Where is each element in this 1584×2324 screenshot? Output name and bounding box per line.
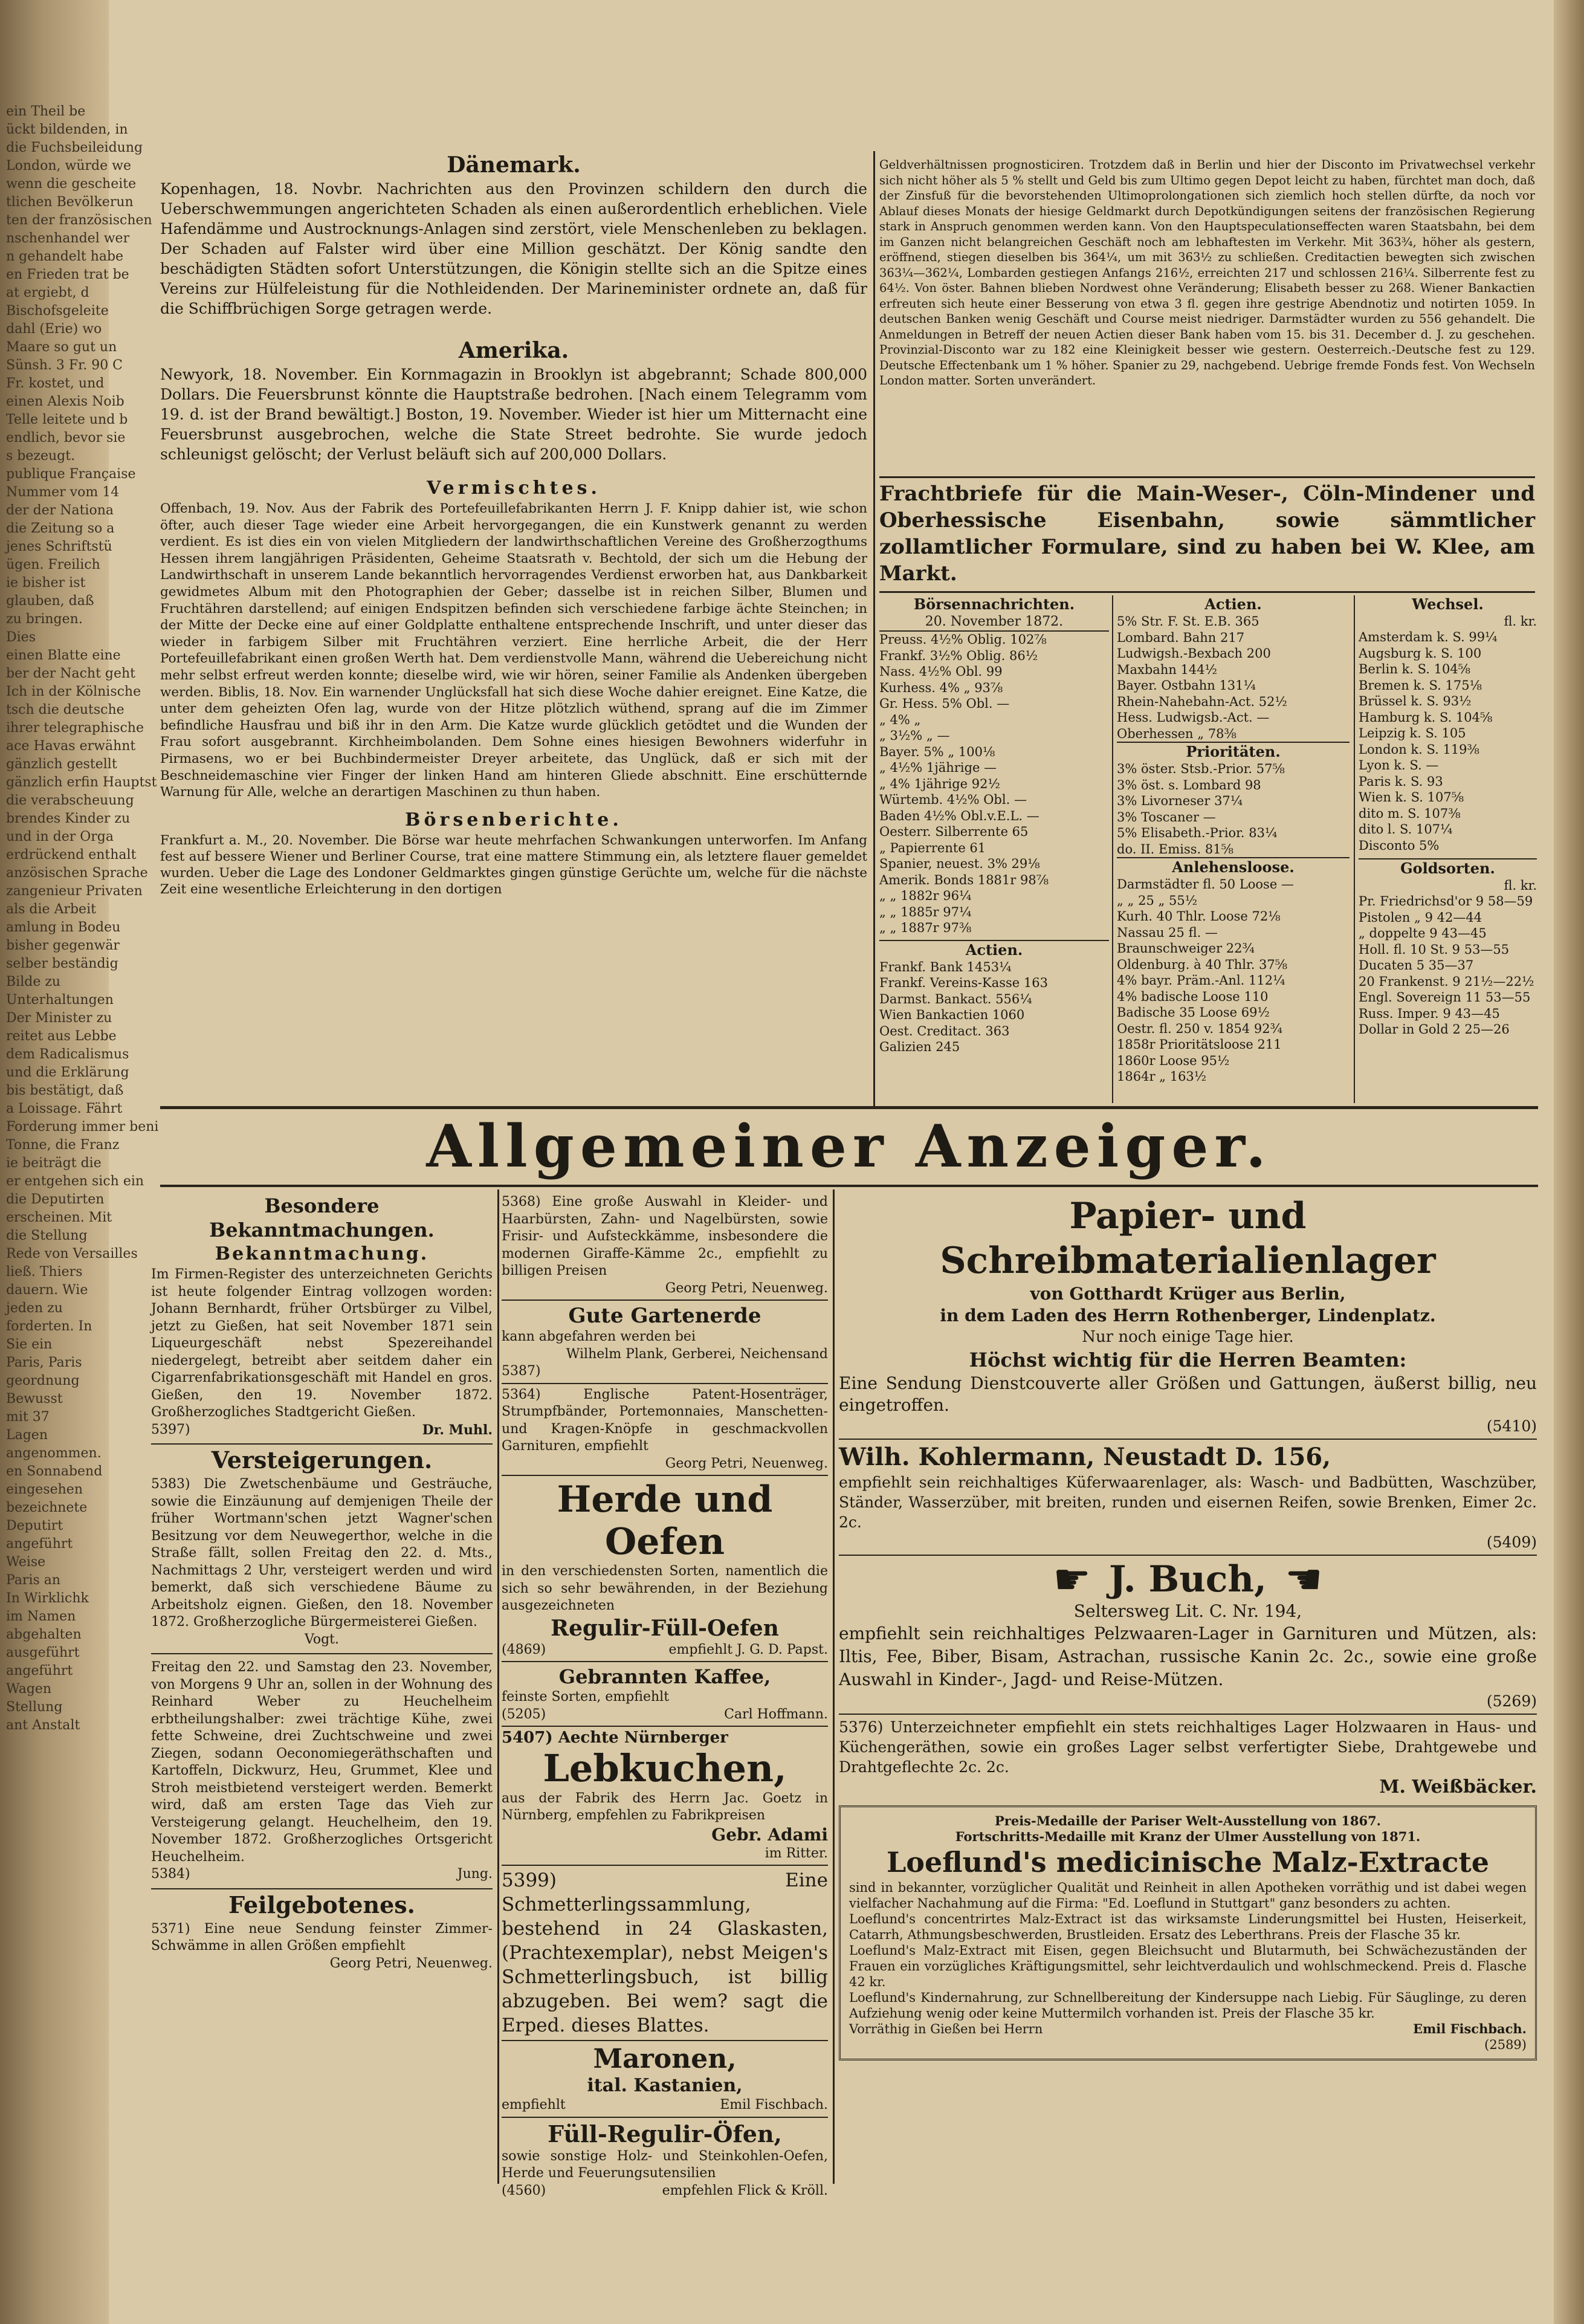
left-margin-fragment: amlung in Bodeu [6, 920, 121, 935]
right-page-edge [1554, 0, 1584, 2324]
geld-text: Geldverhältnissen prognosticiren. Trotzdem daß in Berlin und hier der Disconto im Privatwechsel verkehr sich nicht höher als 5 % stellt und Geld bis zum Ultimo gegen Depot leicht zu haben, fürchtet man doch, daß der Zinsfuß für die bevorstehenden Ultimoprolongationen sich ziemlich hoch stellen dürfte, da noch vor Ablauf dieses Monats der hiesige Geldmarkt durch Depotkündigungen seitens der französischen Regierung stark in Anspruch genommen werden kann. Von den Hauptspeculationseffecten waren Staatsbahn, bei dem im Ganzen nicht belangreichen Geschäft noch am lebhaftesten im Verkehr. Mit 363¾, höher als gestern, eröffnend, stiegen dieselben bis 364¼, um mit 363½ zu schließen. Creditactien bewegten sich zwischen 363¼—362¼, Lombarden gestiegen Anfangs 216½, erreichten 217 und schlossen 216¼. Silberrente fest zu 64½. Von öster. Bahnen blieben Nordwest ohne Veränderung; Elisabeth besser zu 268. Wiener Bankactien erfreuten sich heute einer Besserung von etwa 3 fl. gegen ihre gestrige Abendnotiz und notirten 1059. In deutschen Banken wenig Geschäft und Course meist niedriger. Darmstädter wurden zu 556 gehandelt. Die Anmeldungen in Betreff der neuen Actien dieser Bank haben vom 15. bis 31. December d. J. zu geschehen. Provinzial-Disconto war zu 182 eine Kleinigkeit besser wie gestern. Oesterreich.-Deutsche fest zu 129. Deutsche Effectenbank um 1 % höher. Spanier zu 29, nachgebend. Uebrige fremde Fonds fest. Von Wechseln London matter. Sorten unverändert. [879, 158, 1535, 387]
left-margin-fragment: tlichen Bevölkerun [6, 195, 134, 210]
left-margin-fragment: ückt bildenden, in [6, 122, 128, 137]
left-margin-fragment: London, würde we [6, 158, 131, 173]
left-margin-fragment: im Namen [6, 1609, 76, 1624]
ad-gartenerde-signature: Wilhelm Plank, Gerberei, Neichensand [566, 1346, 828, 1362]
left-margin-fragment: Rede von Versailles [6, 1246, 138, 1261]
left-margin-fragment: jeden zu [6, 1301, 63, 1316]
banner-rule-top [160, 1106, 1538, 1109]
left-margin-fragment: zangenieur Privaten [6, 884, 143, 899]
ad-papier-sub: von Gotthardt Krüger aus Berlin, [1030, 1284, 1346, 1304]
wechsel-row: Berlin k. S. 104⅝ [1359, 662, 1471, 676]
ad-fuellofen-text: sowie sonstige Holz- und Steinkohlen-Oefen, Herde und Feuerungsutensilien [502, 2148, 828, 2181]
ad-lebkuchen-title: Lebkuchen, [543, 1746, 787, 1790]
left-margin-fragment: einen Alexis Noib [6, 394, 124, 409]
left-margin-fragment: Sünsh. 3 Fr. 90 C [6, 358, 123, 373]
left-margin-fragment: Telle leitete und b [6, 412, 128, 427]
boersen-gold-list [1359, 893, 1537, 1038]
denmark-heading: Dänemark. [447, 152, 581, 178]
ad-buch-number: (5269) [1486, 1692, 1537, 1710]
ad-loeflund-body5: Vorräthig in Gießen bei Herrn [849, 2022, 1043, 2036]
ad-loeflund-signature: Emil Fischbach. [1413, 2021, 1527, 2036]
boersen-col2-title: Actien. [1204, 595, 1262, 613]
goldsorten-row: Holl. fl. 10 St. 9 53—55 [1359, 942, 1510, 957]
anlehensloose-row: 4% bayr. Präm.-Anl. 112¼ [1117, 973, 1285, 988]
frachtbriefe-notice: Frachtbriefe für die Main-Weser-, Cöln-Mindener und Oberhessische Eisenbahn, sowie sämmtlicher zollamtlicher Formulare, sind zu haben bei W. Klee, am Markt. [879, 482, 1535, 586]
ad-papier-body: Eine Sendung Dienstcouverte aller Größen und Gattungen, äußerst billig, neu eingetroffen. [839, 1373, 1537, 1415]
ad-buch-address: Seltersweg Lit. C. Nr. 194, [1073, 1601, 1302, 1621]
left-margin-fragment: Wagen [6, 1682, 52, 1697]
boersenberichte-heading: Börsenberichte. [405, 809, 622, 830]
fonds-row: Gr. Hess. 5% Obl. — [879, 696, 1010, 711]
bekanntmachung-text: Im Firmen-Register des unterzeichneten Gerichts ist heute folgender Eintrag vollzogen worden: Johann Bernhardt, früher Ortsbürger zu Vilbel, jetzt zu Gießen, hat seit November 1871 sein Liqueurgeschäft nebst Spezereihandel niedergelegt, betreibt aber seitdem daher ein Cigarrenfabrikationsgeschäft mit Handel en gros. Gießen, den 19. November 1872. Großherzogliches Stadtgericht Gießen. [151, 1267, 493, 1420]
left-margin-fragment: gänzlich erfin Hauptst [6, 775, 157, 790]
ad-papier-title: Papier- und Schreibmaterialienlager [940, 1195, 1436, 1282]
ad-hosentraeger-text: 5364) Englische Patent-Hosenträger, Strumpfbänder, Portemonnaies, Manschetten- und Kragen-Knöpfe in geschmackvollen Garnituren, empfiehlt [502, 1387, 828, 1454]
boersen-actien-list [879, 959, 1109, 1055]
fonds-row: „ „ 1882r 96¼ [879, 888, 972, 903]
ad-loeflund-body4: Loeflund's Kindernahrung, zur Schnellbereitung der Kindersuppe nach Liebig. Für Säuglinge, zu deren Aufziehung wenig oder keine Muttermilch vorhanden ist. Preis der Flasche 35 kr. [849, 1990, 1527, 2021]
left-margin-fragment: die Deputirten [6, 1192, 105, 1207]
left-margin-fragment: Der Minister zu [6, 1011, 112, 1026]
left-margin-fragment: zu bringen. [6, 612, 83, 627]
wechsel-row: Amsterdam k. S. 99¼ [1359, 630, 1498, 644]
left-margin-fragment: Sie ein [6, 1337, 53, 1352]
left-margin-fragment: ie bisher ist [6, 575, 86, 591]
wechsel-row: dito m. S. 107⅜ [1359, 806, 1461, 821]
pointing-hand-left-icon: ☛ [1053, 1555, 1091, 1604]
left-margin-fragment: ant Anstalt [6, 1718, 80, 1733]
left-margin-fragment: und in der Orga [6, 829, 114, 844]
left-margin-fragment: tsch die deutsche [6, 702, 124, 717]
fonds-row: „ 4% 1jährige 92½ [879, 776, 1000, 791]
anlehensloose-row: „ „ 25 „ 55½ [1117, 893, 1198, 908]
banner-rule-bottom [160, 1185, 1538, 1187]
prioritaeten-row: do. II. Emiss. 81⅝ [1117, 841, 1233, 856]
ad-loeflund-box [839, 1805, 1537, 2060]
ad-fuellofen-signature: empfehlen Flick & Kröll. [662, 2183, 828, 2198]
left-margin-fragment: Forderung immer beni [6, 1119, 159, 1134]
ad-kaffee-title: Gebrannten Kaffee, [558, 1665, 771, 1688]
ad-loeflund-head2: Fortschritts-Medaille mit Kranz der Ulmer Ausstellung von 1871. [955, 1829, 1421, 1844]
wechsel-row: London k. S. 119⅜ [1359, 742, 1479, 757]
left-margin-fragment: er entgehen sich ein [6, 1174, 144, 1189]
boersenberichte-text: Frankfurt a. M., 20. November. Die Börse war heute mehrfachen Schwankungen unterworfen. Im Anfang fest auf bessere Wiener und Berliner Course, trat eine mattere Stimmung ein, als letztere flauer gemeldet wurden. Ueber die Lage des Londoner Geldmarktes gingen günstige Gerüchte um, welche für die nächste Zeit eine wesentliche Erleichterung in den dortigen [160, 832, 867, 897]
ad-herde-number: (4869) [502, 1642, 546, 1657]
left-margin-fragment: ie beiträgt die [6, 1156, 102, 1171]
left-margin-fragment: Maare so gut un [6, 340, 117, 355]
ad-buersten-signature: Georg Petri, Neuenweg. [665, 1280, 828, 1296]
goldsorten-row: Russ. Imper. 9 43—45 [1359, 1006, 1500, 1021]
news-column-left [160, 151, 867, 898]
ad-fuellofen-number: (4560) [502, 2183, 546, 2198]
left-margin-fragment: erscheinen. Mit [6, 1210, 112, 1225]
left-margin-fragment: angeführt [6, 1536, 73, 1552]
ad-lebkuchen-signature: Gebr. Adami [711, 1824, 828, 1845]
left-margin-fragment: ber der Nacht geht [6, 666, 136, 681]
fonds-row: „ 3½% „ — [879, 728, 950, 743]
anlehensloose-row: 1858r Prioritätsloose 211 [1117, 1037, 1282, 1052]
versteigerung-2-signature: Jung. [457, 1866, 493, 1882]
left-margin-fragment: Ich in der Kölnische [6, 684, 141, 699]
actien-row: Maxbahn 144½ [1117, 662, 1217, 677]
actien-row: Galizien 245 [879, 1040, 960, 1054]
fonds-row: Spanier, neuest. 3% 29⅛ [879, 856, 1040, 871]
left-margin-fragment: die Fuchsbeileidung [6, 140, 143, 155]
actien-row: Darmst. Bankact. 556¼ [879, 991, 1032, 1006]
ad-schmetterling-text: 5399) Eine Schmetterlingssammlung, bestehend in 24 Glaskasten, (Prachtexemplar), nebst Meigen's Schmetterlingsbuch, ist billig abzugeben. Bei wem? sagt die Erped. dieses Blattes. [502, 1869, 828, 2036]
anlehensloose-row: Oestr. fl. 250 v. 1854 92¾ [1117, 1021, 1282, 1036]
feilgebotenes-signature: Georg Petri, Neuenweg. [329, 1955, 493, 1971]
ads-column-1 [151, 1194, 493, 1972]
anzeiger-title: Allgemeiner Anzeiger. [426, 1112, 1272, 1180]
ad-gartenerde-title: Gute Gartenerde [568, 1304, 761, 1328]
ad-buersten-text: 5368) Eine große Auswahl in Kleider- und Haarbürsten, Zahn- und Nagelbürsten, sowie Frisir- und Aufsteckkämme, insbesondere die modernen Giraffe-Kämme 2c., empfiehlt zu billigen Preisen [502, 1194, 828, 1278]
anlehensloose-row: Kurh. 40 Thlr. Loose 72⅛ [1117, 909, 1281, 924]
amerika-text: Newyork, 18. November. Ein Kornmagazin in Brooklyn ist abgebrannt; Schade 800,000 Dollars. Die Feuersbrunst könnte die Hauptstraße bedrohen. [Nach einem Telegramm vom 19. d. ist der Brand bewältigt.] Boston, 19. November. Wieder ist hier um Mitternacht eine Feuersbrunst ausgebrochen, welche die State Street bedrohte. Sie wurde jedoch schleunigst gelöscht; der Verlust beläuft sich auf 200,000 Dollars. [160, 366, 867, 463]
fonds-row: „ „ 1887r 97⅜ [879, 921, 972, 935]
prioritaeten-row: 3% öst. s. Lombard 98 [1117, 777, 1261, 792]
ad-buch-title: J. Buch, [1109, 1558, 1267, 1601]
anlehensloose-row: Braunschweiger 22¾ [1117, 941, 1255, 956]
goldsorten-row: Pistolen „ 9 42—44 [1359, 910, 1482, 925]
left-margin-fragment: Stellung [6, 1700, 63, 1715]
ad-herde-subtitle: Regulir-Füll-Oefen [551, 1615, 779, 1641]
anlehensloose-row: Oldenburg. à 40 Thlr. 37⅝ [1117, 957, 1288, 972]
prioritaeten-row: 3% öster. Stsb.-Prior. 57⅝ [1117, 762, 1285, 776]
section-rule [879, 476, 1535, 478]
versteigerung-2-number: 5384) [151, 1866, 190, 1882]
left-margin-fragment: nschenhandel wer [6, 231, 130, 246]
wechsel-row: Bremen k. S. 175⅛ [1359, 678, 1482, 693]
left-margin-fragment: dahl (Erie) wo [6, 322, 102, 337]
ad-papier-sub3: Nur noch einige Tage hier. [1082, 1328, 1294, 1346]
left-margin-fragment: bis bestätigt, daß [6, 1083, 124, 1098]
feilgebotenes-heading: Feilgebotenes. [228, 1891, 415, 1918]
left-margin-fragment: Weise [6, 1555, 46, 1570]
prioritaeten-row: 3% Livorneser 37¼ [1117, 794, 1243, 808]
column-divider [833, 1190, 835, 2184]
ads-column-2 [502, 1194, 828, 2199]
actien-row: Frankf. Bank 1453¼ [879, 959, 1012, 974]
left-margin-fragment: Paris, Paris [6, 1355, 82, 1370]
left-margin-fragment: selber beständig [6, 956, 118, 971]
section-rule [879, 591, 1535, 593]
wechsel-row: Leipzig k. S. 105 [1359, 726, 1466, 740]
goldsorten-row: Ducaten 5 35—37 [1359, 958, 1474, 973]
left-margin-fragment: der der Nationa [6, 503, 114, 518]
ad-papier-sub2: in dem Laden des Herrn Rothenberger, Lindenplatz. [940, 1306, 1436, 1325]
versteigerung-1-text: 5383) Die Zwetschenbäume und Gesträuche, sowie die Einzäunung auf demjenigen Theile der früher Wortmann'schen jetzt Wagner'schen Besitzung vor dem Neuwegerthor, welche in die Straße fällt, sollen Freitag den 22. d. Mts., Nachmittags 2 Uhr, versteigert werden und wird bemerkt, daß sich verschiedene Bäume zu Arbeitsholz eignen. Gießen, den 18. November 1872. Großherzogliche Bürgermeisterei Gießen. [151, 1477, 493, 1630]
left-margin-fragment: dem Radicalismus [6, 1047, 129, 1062]
left-margin-fragment: als die Arbeit [6, 902, 96, 917]
ad-gartenerde-text: kann abgefahren werden bei [502, 1329, 696, 1344]
left-margin-fragment: bezeichnete [6, 1500, 88, 1515]
left-margin-fragment: publique Française [6, 467, 136, 482]
left-margin-fragment: en Sonnabend [6, 1464, 103, 1479]
left-margin-fragment: endlich, bevor sie [6, 430, 126, 445]
wechsel-row: dito l. S. 107¼ [1359, 822, 1453, 837]
left-margin-fragment: s bezeugt. [6, 448, 76, 464]
vermischtes-text: Offenbach, 19. Nov. Aus der Fabrik des Portefeuillefabrikanten Herrn J. F. Knipp dahier ist, wie schon öfter, auch dieser Tage wieder eine Arbeit hervorgegangen, die ein Kunstwerk genannt zu werden verdient. Es ist dies ein von vielen Mitgliedern der landwirthschaftlichen Vereine des Großherzogthums Hessen ihrem langjährigen Präsidenten, Geheime Staatsrath v. Bechtold, der sich um die Hebung der Landwirthschaft in unserem Lande bekanntlich hervorragendes Verdienst erworben hat, aus Dankbarkeit gewidmetes Album mit den Photographien der Geber; dasselbe ist in reichen Silber, Blumen und Fruchtähren darstellend; auf einigen Endspitzen befinden sich verschiedene farbige ächte Steinchen; in der Mitte der Decke eine auf einer Goldplatte enthaltene entsprechende Inschrift, und unter dieser das wieder in farbigem Silber mit Fruchtähren verziert. Eine herrliche Arbeit, die der Herr Portefeuillefabrikant einen großen Werth hat. Dem verdienstvolle Mann, während die Uebereichung nicht mehr selbst erfreut werden konnte; dieselbe wird, wie wir hören, seiner Familie als Andenken übergeben werden. Biblis, 18. Nov. Ein warnender Unglücksfall hat sich diese Woche dahier ereignet. Eine Katze, die unter dem geheizten Ofen lag, wurde von der Hitze plötzlich wüthend, sprang auf die im Zimmer befindliche Hausfrau und biß ihr in den Arm. Die Katze wurde glücklich getödtet und die Wunden der Frau sofort ausgebrannt. Kirchheimbolanden. Dem Sohne eines hiesigen Bewohners widerfuhr in Pirmasens, wo er bei Buchbindermeister Dreyer arbeitete, das Unglück, daß er sich mit der Beschneidemaschine vier Finger der linken Hand am hinteren Gliede abschnitt. Eine erschütternde Warnung für Alle, welche an derartigen Maschinen zu thun haben. [160, 501, 867, 800]
fonds-row: Würtemb. 4½% Obl. — [879, 792, 1027, 807]
goldsorten-row: 20 Frankenst. 9 21½—22½ [1359, 974, 1534, 989]
prioritaeten-row: 3% Toscaner — [1117, 809, 1216, 824]
ad-kohlermann-title: Wilh. Kohlermann, Neustadt D. 156, [839, 1443, 1331, 1471]
actien-row: Lombard. Bahn 217 [1117, 630, 1245, 645]
boersen-date: 20. November 1872. [879, 613, 1109, 632]
boersen-prio-title: Prioritäten. [1117, 742, 1350, 761]
pointing-hand-right-icon: ☛ [1284, 1555, 1323, 1604]
wechsel-row: Augsburg k. S. 100 [1359, 646, 1482, 661]
anlehensloose-row: Nassau 25 fl. — [1117, 925, 1218, 940]
wechsel-row: Wien k. S. 107⅝ [1359, 790, 1464, 804]
amerika-heading: Amerika. [458, 338, 569, 363]
left-margin-fragment: Lagen [6, 1428, 48, 1443]
ad-gartenerde-number: 5387) [502, 1364, 541, 1379]
ad-papier-head: Höchst wichtig für die Herren Beamten: [969, 1348, 1407, 1371]
left-margin-fragment: In Wirklichk [6, 1591, 89, 1606]
wechsel-row: Paris k. S. 93 [1359, 774, 1443, 789]
versteigerungen-heading: Versteigerungen. [211, 1446, 433, 1474]
ad-loeflund-head1: Preis-Medaille der Pariser Welt-Ausstellung von 1867. [994, 1813, 1381, 1828]
column-divider [497, 1190, 499, 2184]
left-margin-fragment: angeführt [6, 1663, 73, 1678]
left-margin-fragment: at ergiebt, d [6, 285, 89, 300]
left-margin-fragment: wenn die gescheite [6, 176, 137, 192]
boersen-actien-title: Actien. [879, 940, 1109, 959]
left-margin-fragment: die Zeitung so a [6, 521, 115, 536]
boersen-gold-title: Goldsorten. [1359, 858, 1537, 878]
left-margin-fragment: Dies [6, 630, 36, 645]
boersen-col1 [879, 595, 1109, 1055]
goldsorten-row: „ doppelte 9 43—45 [1359, 926, 1487, 940]
left-margin-fragment: bisher gegenwär [6, 938, 120, 953]
fonds-row: Nass. 4½% Obl. 99 [879, 664, 1003, 679]
boersen-wechsel-list [1359, 629, 1537, 853]
ad-loeflund-number: (2589) [1484, 2038, 1527, 2052]
fonds-row: „ 4½% 1jährige — [879, 760, 997, 775]
left-margin-fragment: ten der französischen [6, 213, 152, 228]
fonds-row: Oesterr. Silberrente 65 [879, 824, 1029, 839]
boersen-wechsel-head: fl. kr. [1504, 614, 1537, 629]
versteigerung-1-signature: Vogt. [304, 1631, 340, 1647]
ad-maronen-text: empfiehlt [502, 2097, 566, 2112]
left-margin-fragment: ein Theil be [6, 104, 86, 119]
left-margin-fragment: ügen. Freilich [6, 557, 100, 572]
left-margin-fragment: n gehandelt habe [6, 249, 124, 264]
left-margin-fragment: die Stellung [6, 1228, 88, 1243]
ads-column-3 [839, 1194, 1537, 2060]
actien-row: Oberhessen „ 78⅜ [1117, 726, 1236, 741]
left-margin-fragment: angenommen. [6, 1446, 102, 1461]
vermischtes-heading: Vermischtes. [427, 477, 601, 499]
left-margin-fragment: gänzlich gestellt [6, 757, 117, 772]
anlehensloose-row: 1860r Loose 95½ [1117, 1053, 1230, 1068]
boersen-col2 [1117, 595, 1350, 1085]
fonds-row: „ 4% „ [879, 712, 921, 727]
left-margin-fragment: ließ. Thiers [6, 1264, 83, 1280]
left-margin-fragment: Deputirt [6, 1518, 63, 1533]
ad-fuellofen-title: Füll-Regulir-Öfen, [548, 2120, 782, 2148]
ad-kaffee-number: (5205) [502, 1706, 546, 1722]
ad-herde-title: Herde und Oefen [557, 1478, 773, 1563]
ad-loeflund-title: Loeflund's medicinische Malz-Extracte [886, 1846, 1490, 1879]
left-page-fragment-column [6, 103, 159, 2218]
anlehensloose-row: 4% badische Loose 110 [1117, 989, 1269, 1004]
fonds-row: Kurhess. 4% „ 93⅞ [879, 680, 1003, 695]
ad-loeflund-body3: Loeflund's Malz-Extract mit Eisen, gegen Bleichsucht und Blutarmuth, bei Schwächezuständen der Frauen ein vorzügliches Kräftigungsmittel, sehr leichtverdaulich und wohlschmeckend. Preis d. Flasche 42 kr. [849, 1943, 1527, 1989]
ad-lebkuchen-text: aus der Fabrik des Herrn Jac. Goetz in Nürnberg, empfehlen zu Fabrikpreisen [502, 1790, 828, 1823]
feilgebotenes-text: 5371) Eine neue Sendung feinster Zimmer-Schwämme in allen Größen empfiehlt [151, 1921, 493, 1953]
actien-row: Hess. Ludwigsb.-Act. — [1117, 710, 1270, 725]
left-margin-fragment: ihrer telegraphische [6, 720, 144, 736]
bekanntmachung-signature: Dr. Muhl. [422, 1422, 493, 1438]
ad-herde-text: in den verschiedensten Sorten, namentlich die sich so sehr bewährenden, in der Beziehung ausgezeichneten [502, 1564, 828, 1613]
left-margin-fragment: Fr. kostet, und [6, 376, 105, 391]
goldsorten-row: Engl. Sovereign 11 53—55 [1359, 990, 1531, 1005]
wechsel-row: Lyon k. S. — [1359, 758, 1439, 772]
bekanntmachung-heading: Bekanntmachung. [215, 1243, 429, 1264]
left-margin-fragment: einen Blatte eine [6, 648, 121, 663]
left-margin-fragment: Bilde zu [6, 974, 61, 989]
wechsel-row: Disconto 5% [1359, 838, 1440, 853]
actien-row: Wien Bankactien 1060 [879, 1008, 1025, 1022]
ad-maronen-title: Maronen, [593, 2044, 737, 2074]
ad-weissbaecker-signature: M. Weißbäcker. [1379, 1776, 1537, 1798]
left-margin-fragment: dauern. Wie [6, 1283, 88, 1298]
actien-row: Bayer. Ostbahn 131¼ [1117, 678, 1256, 693]
ad-kaffee-signature: Carl Hoffmann. [724, 1706, 828, 1722]
fonds-row: „ „ 1885r 97¼ [879, 904, 972, 919]
left-margin-fragment: geordnung [6, 1373, 80, 1388]
boersen-gold-head: fl. kr. [1504, 878, 1537, 893]
wechsel-row: Brüssel k. S. 93½ [1359, 694, 1472, 708]
ad-papier-number: (5410) [1486, 1417, 1537, 1435]
ad-maronen-signature: Emil Fischbach. [720, 2097, 828, 2112]
fonds-row: Bayer. 5% „ 100⅛ [879, 744, 995, 759]
left-margin-fragment: Tonne, die Franz [6, 1138, 120, 1153]
boersen-col2-list [1117, 613, 1350, 742]
ad-hosentraeger-signature: Georg Petri, Neuenweg. [665, 1455, 828, 1471]
actien-row: 5% Str. F. St. E.B. 365 [1117, 614, 1259, 629]
column-divider [873, 151, 875, 1106]
goldsorten-row: Dollar in Gold 2 25—26 [1359, 1022, 1510, 1037]
ad-maronen-subtitle: ital. Kastanien, [587, 2075, 743, 2096]
ad-buch-body: empfiehlt sein reichhaltiges Pelzwaaren-Lager in Garnituren und Mützen, als: Iltis, Fee, Biber, Bisam, Astrachan, russische Kanin 2c. 2c., sowie eine große Auswahl in Kinder-, Jagd- und Reise-Mützen. [839, 1623, 1537, 1689]
actien-row: Oest. Creditact. 363 [879, 1023, 1010, 1038]
ad-herde-signature: empfiehlt J. G. D. Papst. [668, 1642, 828, 1657]
ad-kohlermann-body: empfiehlt sein reichhaltiges Küferwaarenlager, als: Wasch- und Badbütten, Waschzüber, Ständer, Wasserzüber, mit breiten, runden und eisernen Reifen, sowie Brenken, Eimer 2c. 2c. [839, 1474, 1537, 1531]
fonds-row: Preuss. 4½% Oblig. 102⅞ [879, 632, 1047, 647]
left-margin-fragment: mit 37 [6, 1410, 50, 1425]
boersen-prio-list [1117, 761, 1350, 857]
boersen-anl-title: Anlehensloose. [1117, 857, 1350, 876]
left-margin-fragment: en Frieden trat be [6, 267, 129, 282]
ad-weissbaecker-body: 5376) Unterzeichneter empfiehlt ein stets reichhaltiges Lager Holzwaaren in Haus- und Küchengeräthen, sowie ein großes Lager selbst verfertigter Siebe, Drahtgewebe und Drahtgeflechte 2c. 2c. [839, 1718, 1537, 1776]
actien-row: Frankf. Vereins-Kasse 163 [879, 976, 1048, 990]
versteigerung-2-text: Freitag den 22. und Samstag den 23. November, von Morgens 9 Uhr an, sollen in der Wohnung des Reinhard Weber zu Heuchelheim erbtheilungshalber: zwei trächtige Kühe, zwei fette Schweine, drei Zuchtschweine und zwei Ziegen, sodann Oeconomiegeräthschaften und Kartoffeln, Dickwurz, Heu, Grummet, Klee und Stroh meistbietend versteigert werden. Bemerkt wird, daß am ersten Tage das Vieh zur Versteigerung gelangt. Heuchelheim, den 19. November 1872. Großherzogliches Ortsgericht Heuchelheim. [151, 1660, 493, 1865]
fonds-row: Amerik. Bonds 1881r 98⅞ [879, 872, 1049, 887]
ad-loeflund-body2: Loeflund's concentrirtes Malz-Extract ist das wirksamste Linderungsmittel bei Husten, Heiserkeit, Catarrh, Athmungsbeschwerden, Brustleiden. Ersatz des Leberthrans. Preis der Flasche 35 kr. [849, 1912, 1527, 1942]
bekanntmachung-number: 5397) [151, 1422, 190, 1437]
table-divider [1112, 595, 1113, 1103]
prioritaeten-row: 5% Elisabeth.-Prior. 83¼ [1117, 826, 1278, 840]
boersen-title: Börsennachrichten. [913, 595, 1075, 613]
left-margin-fragment: ausgeführt [6, 1645, 80, 1660]
ad-lebkuchen-signature-2: im Ritter. [765, 1845, 828, 1861]
table-divider [1354, 595, 1355, 1103]
anlehensloose-row: Badische 35 Loose 69½ [1117, 1005, 1270, 1020]
left-margin-fragment: Unterhaltungen [6, 992, 114, 1008]
left-margin-fragment: forderten. In [6, 1319, 92, 1334]
fonds-row: „ Papierrente 61 [879, 840, 986, 855]
actien-row: Ludwigsh.-Bexbach 200 [1117, 646, 1271, 661]
actien-row: Rhein-Nahebahn-Act. 52½ [1117, 694, 1287, 709]
left-margin-fragment: a Loissage. Fährt [6, 1101, 123, 1116]
left-margin-fragment: jenes Schriftstü [6, 539, 112, 554]
fonds-row: Frankf. 3½% Oblig. 86½ [879, 648, 1038, 663]
ad-loeflund-body1: sind in bekannter, vorzüglicher Qualität und Reinheit in allen Apotheken vorräthig und ist dabei wegen vielfacher Nachahmung auf die Firma: "Ed. Loeflund in Stuttgart" ganz besonders zu achten. [849, 1880, 1527, 1911]
fonds-row: Baden 4½% Obl.v.E.L. — [879, 808, 1039, 823]
left-margin-fragment: die verabscheuung [6, 793, 134, 808]
boersen-fonds-list [879, 632, 1109, 936]
ad-kaffee-text: feinste Sorten, empfiehlt [502, 1689, 670, 1704]
left-margin-fragment: Nummer vom 14 [6, 485, 120, 500]
ad-kohlermann-number: (5409) [1486, 1533, 1537, 1551]
left-margin-fragment: abgehalten [6, 1627, 82, 1642]
boersen-wechsel-title: Wechsel. [1412, 595, 1484, 613]
left-margin-fragment: ace Havas erwähnt [6, 739, 136, 754]
left-margin-fragment: reitet aus Lebbe [6, 1029, 117, 1044]
anlehensloose-row: Darmstädter fl. 50 Loose — [1117, 877, 1294, 892]
boersen-col3 [1359, 595, 1537, 1038]
denmark-text: Kopenhagen, 18. Novbr. Nachrichten aus den Provinzen schildern den durch die Ueberschwemmungen angerichteten Schaden als einen außerordentlich erheblichen. Viele Hafendämme und Austrocknungs-Anlagen sind zerstört, viele Menschenleben zu beklagen. Der Schaden auf Falster wird über eine Million geschätzt. Der König sandte den beschädigten Städten sofort Unterstützungen, die Königin stellte sich an die Spitze eines Vereins zur Hülfeleistung für die Nothleidenden. Der Marineminister ordnete an, daß für die Schiffbrüchigen Sorge getragen werde. [160, 180, 867, 317]
boersen-anl-list [1117, 876, 1350, 1085]
anlehensloose-row: 1864r „ 163½ [1117, 1069, 1207, 1084]
besondere-heading: Besondere Bekanntmachungen. [209, 1194, 435, 1241]
left-margin-fragment: und die Erklärung [6, 1065, 129, 1080]
left-margin-fragment: Paris an [6, 1573, 61, 1588]
left-margin-fragment: glauben, daß [6, 594, 94, 609]
left-margin-fragment: Bewusst [6, 1391, 63, 1406]
left-margin-fragment: erdrückend enthalt [6, 847, 137, 863]
ad-lebkuchen-head: 5407) Aechte Nürnberger [502, 1729, 728, 1747]
left-margin-fragment: brendes Kinder zu [6, 811, 131, 826]
goldsorten-row: Pr. Friedrichsd'or 9 58—59 [1359, 894, 1533, 908]
left-margin-fragment: eingesehen [6, 1482, 83, 1497]
left-margin-fragment: anzösischen Sprache [6, 866, 148, 881]
wechsel-row: Hamburg k. S. 104⅝ [1359, 710, 1493, 725]
left-margin-fragment: Bischofsgeleite [6, 303, 109, 319]
